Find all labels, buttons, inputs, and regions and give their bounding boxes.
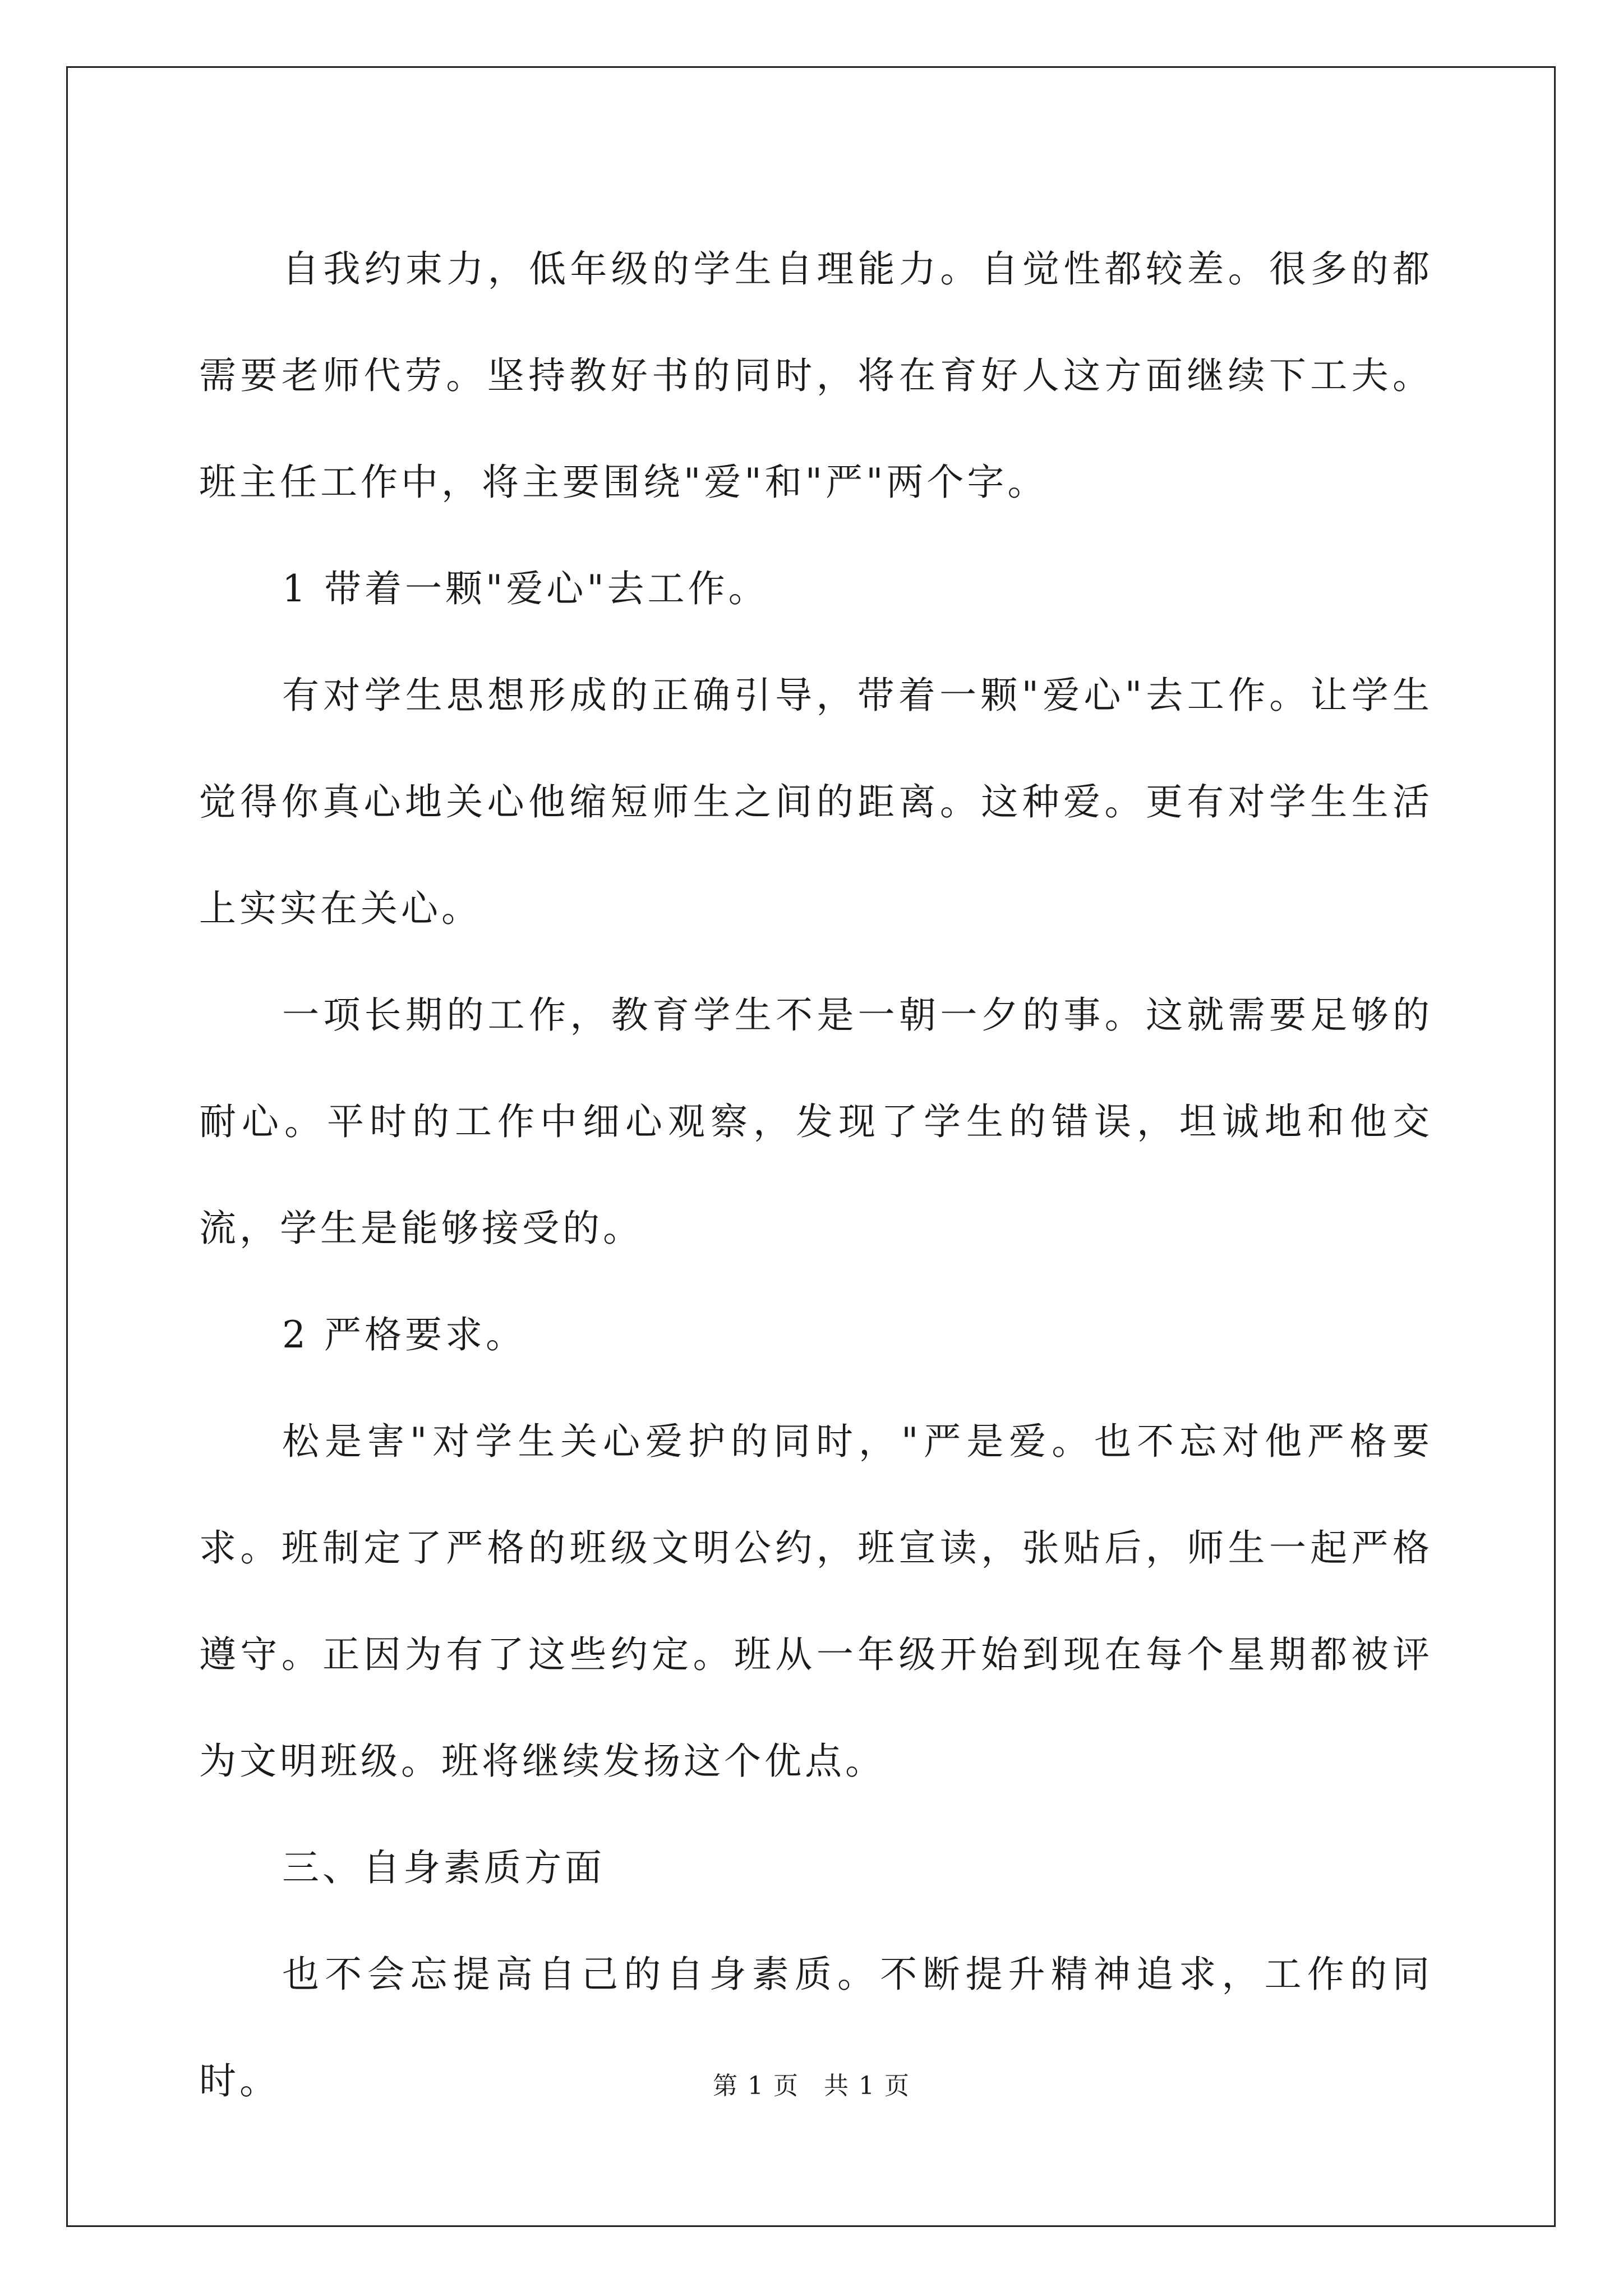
paragraph: 松是害"对学生关心爱护的同时，"严是爱。也不忘对他严格要求。班制定了严格的班级文明公约，班宣读，张贴后，师生一起严格遵守。正因为有了这些约定。班从一年级开始到现在每个星期都被评为文明班级。班将继续发扬这个优点。 (199, 1420, 1433, 1783)
section-heading: 2 严格要求。 (282, 1313, 526, 1356)
section-heading: 三、自身素质方面 (282, 1846, 605, 1889)
paragraph: 一项长期的工作，教育学生不是一朝一夕的事。这就需要足够的耐心。平时的工作中细心观察，发现了学生的错误，坦诚地和他交流，学生是能够接受的。 (199, 993, 1433, 1250)
page-footer (0, 2065, 1623, 2101)
page-total: 共 1 页 (824, 2072, 910, 2100)
paragraph: 也不会忘提高自己的自身素质。不断提升精神追求，工作的同时。 (199, 1953, 1433, 2102)
paragraph: 有对学生思想形成的正确引导，带着一颗"爱心"去工作。让学生觉得你真心地关心他缩短师生之间的距离。这种爱。更有对学生生活上实实在关心。 (199, 674, 1433, 930)
section-heading: 1 带着一颗"爱心"去工作。 (282, 567, 769, 610)
paragraph: 自我约束力，低年级的学生自理能力。自觉性都较差。很多的都需要老师代劳。坚持教好书的同时，将在育好人这方面继续下工夫。班主任工作中，将主要围绕"爱"和"严"两个字。 (199, 247, 1433, 504)
document-body (199, 216, 1433, 2134)
page-number: 第 1 页 (713, 2072, 799, 2100)
